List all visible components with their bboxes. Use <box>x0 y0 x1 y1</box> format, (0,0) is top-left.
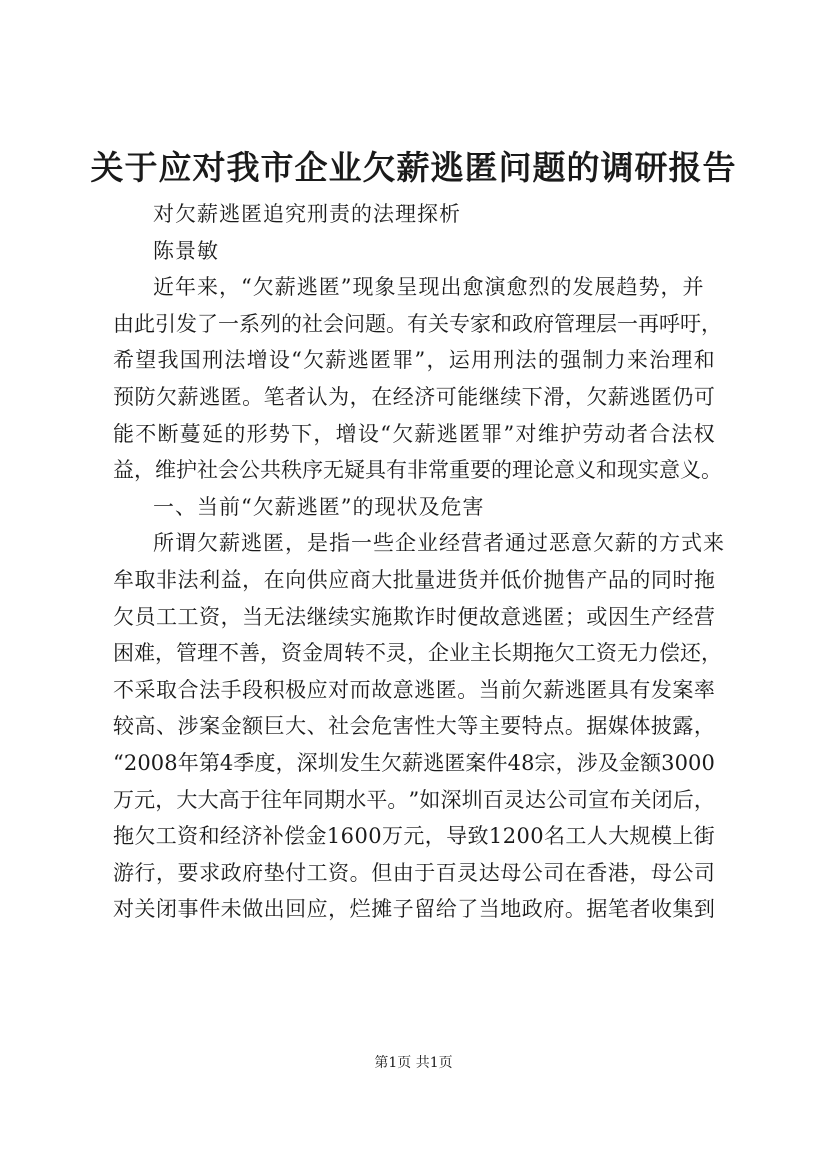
text-line: 近年来，“欠薪逃匿”现象呈现出愈演愈烈的发展趋势，并 <box>153 275 705 300</box>
text-line: 较 高 、 涉 案 金 额 巨 大 、 社 会 危 害 性 大 等 主 要 特 点 。 据 媒 体 披 露 ， <box>113 714 715 739</box>
text-line: 牟 取 非 法 利 益 ， 在 向 供 应 商 大 批 量 进 货 并 低 价 抛 售 产 品 的 同 时 拖 <box>113 567 715 592</box>
document-title: 关于应对我市企业欠薪逃匿问题的调研报告 <box>90 148 737 187</box>
text-line: 拖 欠 工 资 和 经 济 补 偿 金 1 6 0 0 万 元 ， 导 致 1 2 0 0 名 工 人 大 规 模 上 街 <box>113 824 715 849</box>
text-line: 希 望 我 国 刑 法 增 设 “ 欠 薪 逃 匿 罪 ” ， 运 用 刑 法 的 强 制 力 来 治 理 和 <box>113 348 715 373</box>
text-line: 困 难 ， 管 理 不 善 ， 资 金 周 转 不 灵 ， 企 业 主 长 期 拖 欠 工 资 无 力 偿 还 ， <box>113 641 722 666</box>
text-line: 游 行 ， 要 求 政 府 垫 付 工 资 。 但 由 于 百 灵 达 母 公 司 在 香 港 ， 母 公 司 <box>113 860 715 885</box>
text-line: 由 此 引 发 了 一 系 列 的 社 会 问 题 。 有 关 专 家 和 政 府 管 理 层 一 再 呼 吁 ， <box>113 311 722 336</box>
text-line: 万 元 ， 大 大 高 于 往 年 同 期 水 平 。 ” 如 深 圳 百 灵 达 公 司 宣 布 关 闭 后 ， <box>113 787 715 812</box>
text-line: 对欠薪逃匿追究刑责的法理探析 <box>153 202 461 226</box>
text-line: 一、当前“欠薪逃匿”的现状及危害 <box>153 494 485 519</box>
text-line: 对 关 闭 事 件 未 做 出 回 应 ， 烂 摊 子 留 给 了 当 地 政 府 。 据 笔 者 收 集 到 <box>113 897 715 922</box>
text-line: 不 采 取 合 法 手 段 积 极 应 对 而 故 意 逃 匿 。 当 前 欠 薪 逃 匿 具 有 发 案 率 <box>113 677 715 702</box>
text-line: 所谓欠薪逃匿，是指一些企业经营者通过恶意欠薪的方式来 <box>153 531 725 556</box>
text-line: 欠 员 工 工 资 ， 当 无 法 继 续 实 施 欺 诈 时 便 故 意 逃 匿 ； 或 因 生 产 经 营 <box>113 604 715 629</box>
text-line: 能 不 断 蔓 延 的 形 势 下 ， 增 设 “ 欠 薪 逃 匿 罪 ” 对 维 护 劳 动 者 合 法 权 <box>113 421 715 446</box>
page-footer: 第1页 共1页 <box>374 1055 453 1071</box>
document-body <box>113 196 725 928</box>
text-line: “ 2 0 0 8 年 第 4 季 度 ， 深 圳 发 生 欠 薪 逃 匿 案 件 4 8 宗 ， 涉 及 金 额 3 0 0 0 <box>113 750 715 775</box>
text-line: 益 ， 维 护 社 会 公 共 秩 序 无 疑 具 有 非 常 重 要 的 理 论 意 义 和 现 实 意 义 。 <box>113 458 722 483</box>
text-line: 陈景敏 <box>153 238 219 263</box>
text-line: 预 防 欠 薪 逃 匿 。 笔 者 认 为 ， 在 经 济 可 能 继 续 下 滑 ， 欠 薪 逃 匿 仍 可 <box>113 384 715 409</box>
